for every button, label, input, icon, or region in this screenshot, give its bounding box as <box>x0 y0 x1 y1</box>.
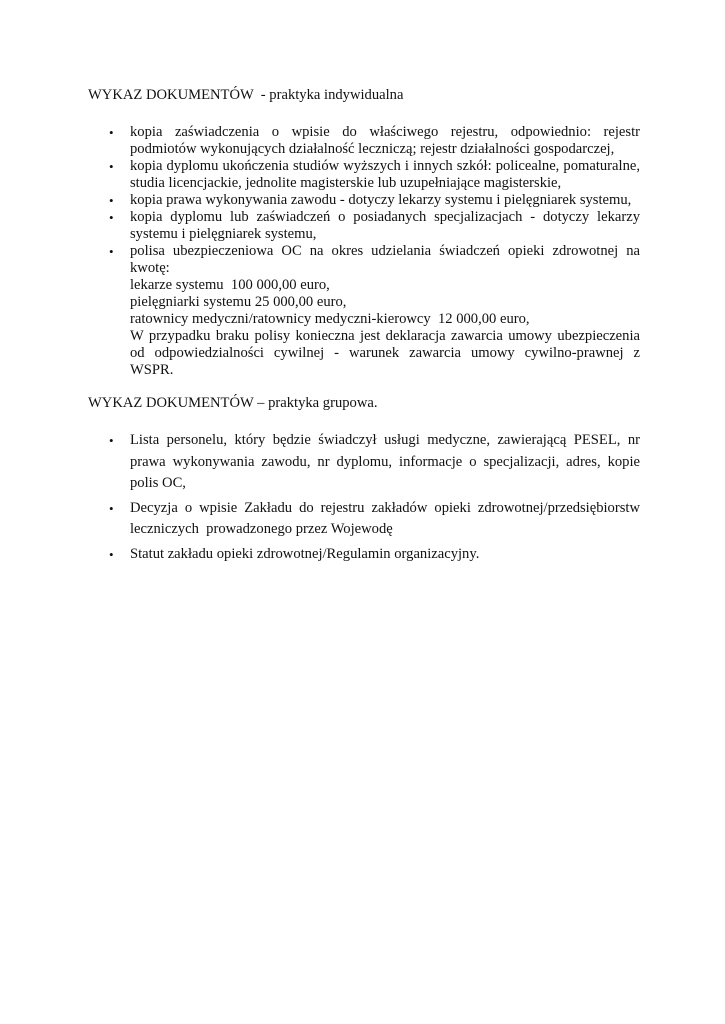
list-item <box>109 192 640 209</box>
section-heading-group: WYKAZ DOKUMENTÓW – praktyka grupowa. <box>88 395 378 411</box>
list-item <box>109 124 640 158</box>
list-item-line: Decyzja o wpisie Zakładu do rejestru zakładów opieki zdrowotnej/przedsiębiorstw <box>130 499 640 516</box>
list-item-line: lekarze systemu 100 000,00 euro, <box>130 277 330 293</box>
list-item-line: W przypadku braku polisy konieczna jest deklaracja zawarcia umowy ubezpieczenia <box>130 328 640 344</box>
list-item <box>109 430 640 495</box>
bullet-icon: • <box>109 244 114 259</box>
list-item <box>109 498 640 541</box>
list-item-line: leczniczych prowadzonego przez Wojewodę <box>130 521 393 537</box>
bullet-icon: • <box>109 500 114 516</box>
bullet-icon: • <box>109 159 114 174</box>
list-item-line: polis OC, <box>130 475 186 491</box>
list-item <box>109 243 640 379</box>
list-item-line: ratownicy medyczni/ratownicy medyczni-kierowcy 12 000,00 euro, <box>130 311 530 327</box>
list-item-line: WSPR. <box>130 362 174 378</box>
bullet-icon: • <box>109 125 114 140</box>
list-item-line: od odpowiedzialności cywilnej - warunek zawarcia umowy cywilno-prawnej z <box>130 345 640 361</box>
bullet-icon: • <box>109 193 114 208</box>
list-item <box>109 544 640 566</box>
list-item-line: polisa ubezpieczeniowa OC na okres udzielania świadczeń opieki zdrowotnej na <box>130 243 640 259</box>
section-heading-individual: WYKAZ DOKUMENTÓW - praktyka indywidualna <box>88 87 404 103</box>
document-list-individual <box>109 124 640 379</box>
list-item-line: kopia dyplomu lub zaświadczeń o posiadanych specjalizacjach - dotyczy lekarzy <box>130 209 640 225</box>
list-item-line: Lista personelu, który będzie świadczył usługi medyczne, zawierającą PESEL, nr <box>130 432 640 448</box>
list-item-line: kopia zaświadczenia o wpisie do właściwego rejestru, odpowiednio: rejestr <box>130 124 640 140</box>
bullet-icon: • <box>109 210 114 225</box>
list-item <box>109 158 640 192</box>
list-item-line: prawa wykonywania zawodu, nr dyplomu, informacje o specjalizacji, adres, kopie <box>130 453 640 470</box>
list-item-line: systemu i pielęgniarek systemu, <box>130 226 317 242</box>
bullet-icon: • <box>109 433 114 448</box>
list-item-line: pielęgniarki systemu 25 000,00 euro, <box>130 294 347 310</box>
bullet-icon: • <box>109 546 114 562</box>
list-item-line: kopia prawa wykonywania zawodu - dotyczy lekarzy systemu i pielęgniarek systemu, <box>130 192 632 208</box>
list-item-line: kopia dyplomu ukończenia studiów wyższych i innych szkół: policealne, pomaturalne, <box>130 158 640 174</box>
list-item-line: Statut zakładu opieki zdrowotnej/Regulamin organizacyjny. <box>130 545 480 562</box>
list-item-line: kwotę: <box>130 260 170 276</box>
list-item <box>109 209 640 243</box>
list-item-line: studia licencjackie, jednolite magisterskie lub uzupełniające magisterskie, <box>130 175 562 191</box>
list-item-line: podmiotów wykonujących działalność leczniczą; rejestr działalności gospodarczej, <box>130 141 615 157</box>
document-list-group <box>109 430 640 568</box>
